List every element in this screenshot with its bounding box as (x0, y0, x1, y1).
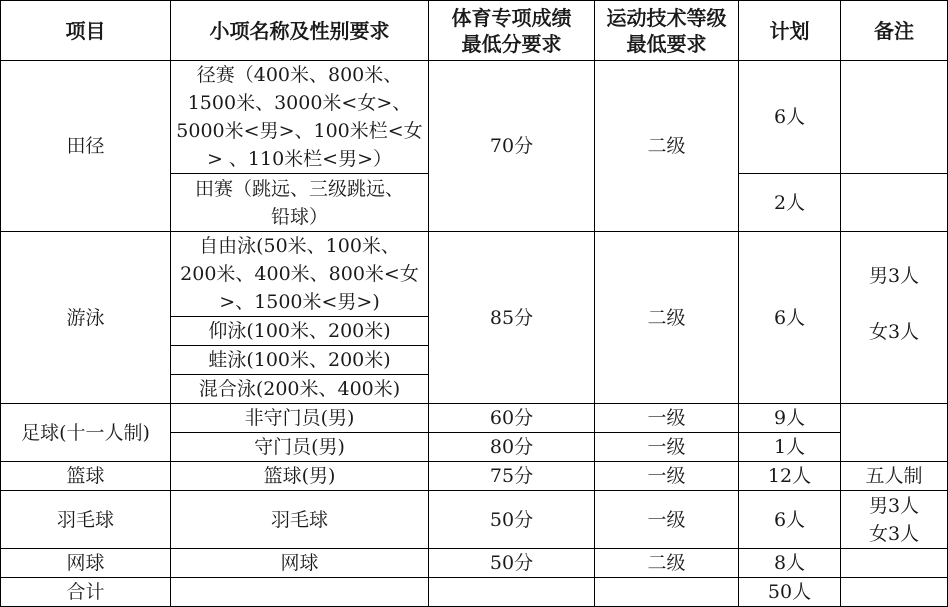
badminton-score: 50分 (429, 491, 595, 549)
track-events (171, 61, 429, 174)
track-field-level: 二级 (595, 61, 739, 232)
football-name: 足球(十一人制) (1, 404, 171, 462)
badminton-note-male: 男3人 (868, 494, 920, 517)
track-field-score: 70分 (429, 61, 595, 232)
header-min-score (429, 1, 595, 61)
football-goalkeeper: 守门员(男) (171, 433, 429, 462)
freestyle-line1: 自由泳(50米、100米、 (199, 235, 400, 257)
header-tech-level-line1: 运动技术等级 (606, 5, 727, 30)
swimming-level: 二级 (595, 232, 739, 404)
track-events-line4: > 、110米栏<男>） (206, 148, 393, 170)
freestyle-line3: >、1500米<男>) (219, 291, 380, 313)
swimming-note (841, 232, 948, 404)
tennis-plan: 8人 (739, 549, 841, 578)
badminton-name: 羽毛球 (1, 491, 171, 549)
badminton-level: 一级 (595, 491, 739, 549)
swimming-score: 85分 (429, 232, 595, 404)
total-sub (171, 578, 429, 607)
track-events-line3: 5000米<男>、100米栏<女 (176, 120, 423, 142)
football-field-level: 一级 (595, 404, 739, 433)
football-note (841, 404, 948, 462)
tennis-sub: 网球 (171, 549, 429, 578)
football-field-player: 非守门员(男) (171, 404, 429, 433)
swimming-note-female: 女3人 (868, 321, 920, 343)
table-row-football-field-player (1, 404, 948, 433)
total-label: 合计 (1, 578, 171, 607)
freestyle-line2: 200米、400米、800米<女 (180, 263, 419, 285)
swimming-plan: 6人 (739, 232, 841, 404)
swimming-name: 游泳 (1, 232, 171, 404)
header-note: 备注 (841, 1, 948, 61)
header-tech-level-line2: 最低要求 (626, 31, 707, 56)
breaststroke-events: 蛙泳(100米、200米) (171, 346, 429, 375)
football-gk-score: 80分 (429, 433, 595, 462)
track-plan: 6人 (739, 61, 841, 174)
freestyle-events (171, 232, 429, 317)
swimming-note-male: 男3人 (868, 265, 920, 287)
header-item: 项目 (1, 1, 171, 61)
football-gk-plan: 1人 (739, 433, 841, 462)
basketball-score: 75分 (429, 462, 595, 491)
total-level (595, 578, 739, 607)
field-events (171, 174, 429, 232)
header-tech-level (595, 1, 739, 61)
badminton-note (841, 491, 948, 549)
tennis-score: 50分 (429, 549, 595, 578)
field-plan: 2人 (739, 174, 841, 232)
tennis-note (841, 549, 948, 578)
table-row-track (1, 61, 948, 174)
total-note (841, 578, 948, 607)
header-min-score-line1: 体育专项成绩 (451, 5, 572, 30)
football-gk-level: 一级 (595, 433, 739, 462)
header-min-score-line2: 最低分要求 (461, 31, 562, 56)
tennis-level: 二级 (595, 549, 739, 578)
header-plan: 计划 (739, 1, 841, 61)
tennis-name: 网球 (1, 549, 171, 578)
header-sub-item: 小项名称及性别要求 (171, 1, 429, 61)
table-row-freestyle (1, 232, 948, 317)
badminton-plan: 6人 (739, 491, 841, 549)
track-note (841, 61, 948, 174)
track-events-line2: 1500米、3000米<女>、 (187, 92, 412, 114)
football-field-score: 60分 (429, 404, 595, 433)
badminton-sub: 羽毛球 (171, 491, 429, 549)
basketball-note: 五人制 (841, 462, 948, 491)
badminton-note-female: 女3人 (868, 522, 920, 545)
track-events-line1: 径赛（400米、800米、 (196, 64, 403, 86)
basketball-sub: 篮球(男) (171, 462, 429, 491)
total-score (429, 578, 595, 607)
basketball-plan: 12人 (739, 462, 841, 491)
medley-events: 混合泳(200米、400米) (171, 375, 429, 404)
table-row-total (1, 578, 948, 607)
header-row (1, 1, 948, 61)
backstroke-events: 仰泳(100米、200米) (171, 317, 429, 346)
field-events-line1: 田赛（跳远、三级跳远、 (194, 177, 404, 200)
table-row-tennis (1, 549, 948, 578)
table-row-basketball (1, 462, 948, 491)
track-field-name: 田径 (1, 61, 171, 232)
basketball-level: 一级 (595, 462, 739, 491)
field-note (841, 174, 948, 232)
table-row-badminton (1, 491, 948, 549)
field-events-line2: 铅球） (270, 205, 328, 228)
basketball-name: 篮球 (1, 462, 171, 491)
football-field-plan: 9人 (739, 404, 841, 433)
total-plan: 50人 (739, 578, 841, 607)
